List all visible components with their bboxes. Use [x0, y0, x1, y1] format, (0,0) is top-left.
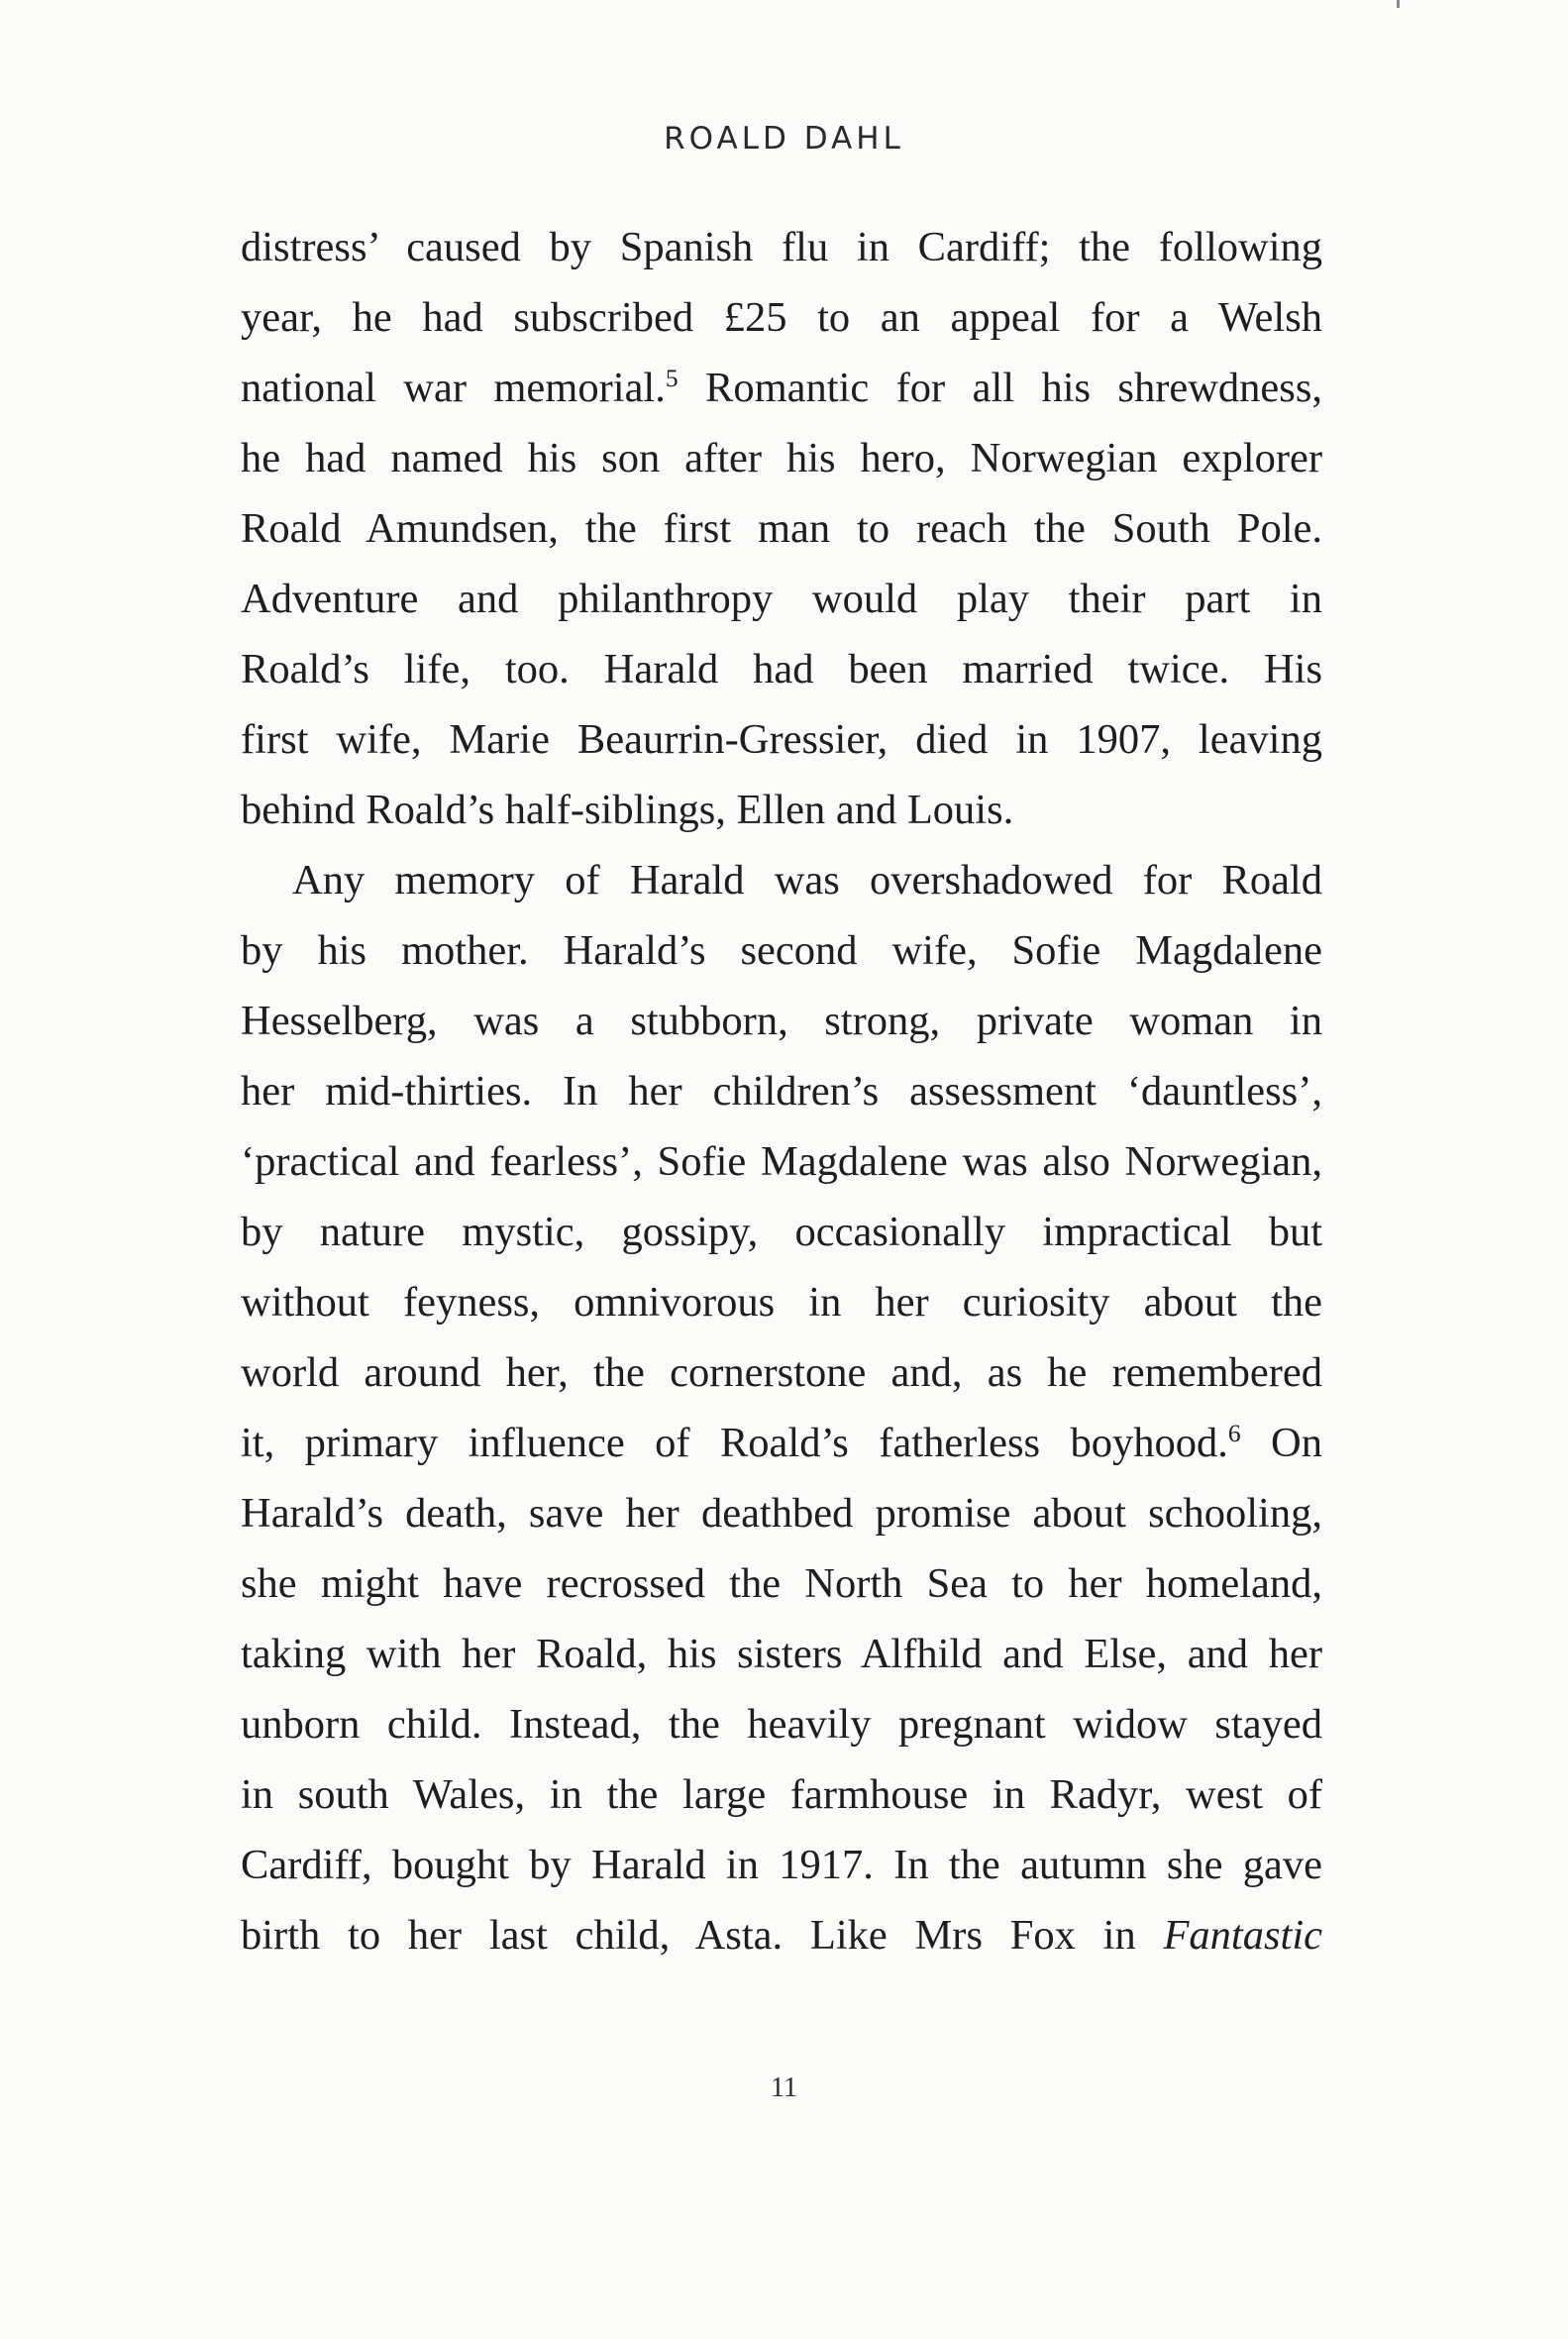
- page-number: 11: [771, 2073, 797, 2103]
- text-line: by nature mystic, gossipy, occasionally impractical but: [241, 1209, 1322, 1255]
- text-line: [241, 1900, 1322, 1970]
- text-line: [241, 1408, 1322, 1478]
- line-segment: On: [1240, 1420, 1322, 1466]
- text-line: taking with her Roald, his sisters Alfhild and Else, and her: [241, 1631, 1322, 1677]
- text-line: unborn child. Instead, the heavily pregnant widow stayed: [241, 1701, 1322, 1748]
- text-line: Adventure and philanthropy would play their part in: [241, 576, 1322, 622]
- text-line: in south Wales, in the large farmhouse in Radyr, west of: [241, 1771, 1322, 1818]
- footnote-ref-5: 5: [665, 363, 679, 392]
- text-line: her mid-thirties. In her children’s assessment ‘dauntless’,: [241, 1068, 1322, 1115]
- text-line: distress’ caused by Spanish flu in Cardiff; the following: [241, 224, 1322, 270]
- scan-speck: [1397, 0, 1400, 8]
- text-line: first wife, Marie Beaurrin-Gressier, died in 1907, leaving: [241, 716, 1322, 763]
- line-segment: birth to her last child, Asta. Like Mrs Fox in: [241, 1912, 1164, 1959]
- text-line: he had named his son after his hero, Norwegian explorer: [241, 435, 1322, 481]
- paragraph-start-line: Any memory of Harald was overshadowed for Roald: [292, 857, 1322, 904]
- line-segment: Romantic for all his shrewdness,: [678, 365, 1322, 411]
- text-line: she might have recrossed the North Sea to her homeland,: [241, 1560, 1322, 1607]
- text-line: [241, 353, 1322, 423]
- running-head: ROALD DAHL: [664, 121, 904, 157]
- text-line: ‘practical and fearless’, Sofie Magdalene was also Norwegian,: [241, 1138, 1322, 1185]
- text-line: by his mother. Harald’s second wife, Sofie Magdalene: [241, 927, 1322, 974]
- book-title-italic: Fantastic: [1163, 1912, 1322, 1959]
- text-line: behind Roald’s half-siblings, Ellen and Louis.: [241, 787, 1014, 833]
- text-line: Roald Amundsen, the first man to reach the South Pole.: [241, 505, 1322, 552]
- text-line: Hesselberg, was a stubborn, strong, private woman in: [241, 998, 1322, 1044]
- text-line: world around her, the cornerstone and, as he remembered: [241, 1349, 1322, 1396]
- footnote-ref-6: 6: [1227, 1418, 1241, 1447]
- line-segment: it, primary influence of Roald’s fatherless boyhood.: [241, 1420, 1228, 1466]
- text-line: year, he had subscribed £25 to an appeal for a Welsh: [241, 294, 1322, 341]
- text-line: Cardiff, bought by Harald in 1917. In the autumn she gave: [241, 1842, 1322, 1888]
- line-segment: national war memorial.: [241, 365, 666, 411]
- text-line: without feyness, omnivorous in her curiosity about the: [241, 1279, 1322, 1326]
- text-line: Roald’s life, too. Harald had been married twice. His: [241, 646, 1322, 692]
- text-line: Harald’s death, save her deathbed promise about schooling,: [241, 1490, 1322, 1537]
- body-text: [241, 212, 1322, 1970]
